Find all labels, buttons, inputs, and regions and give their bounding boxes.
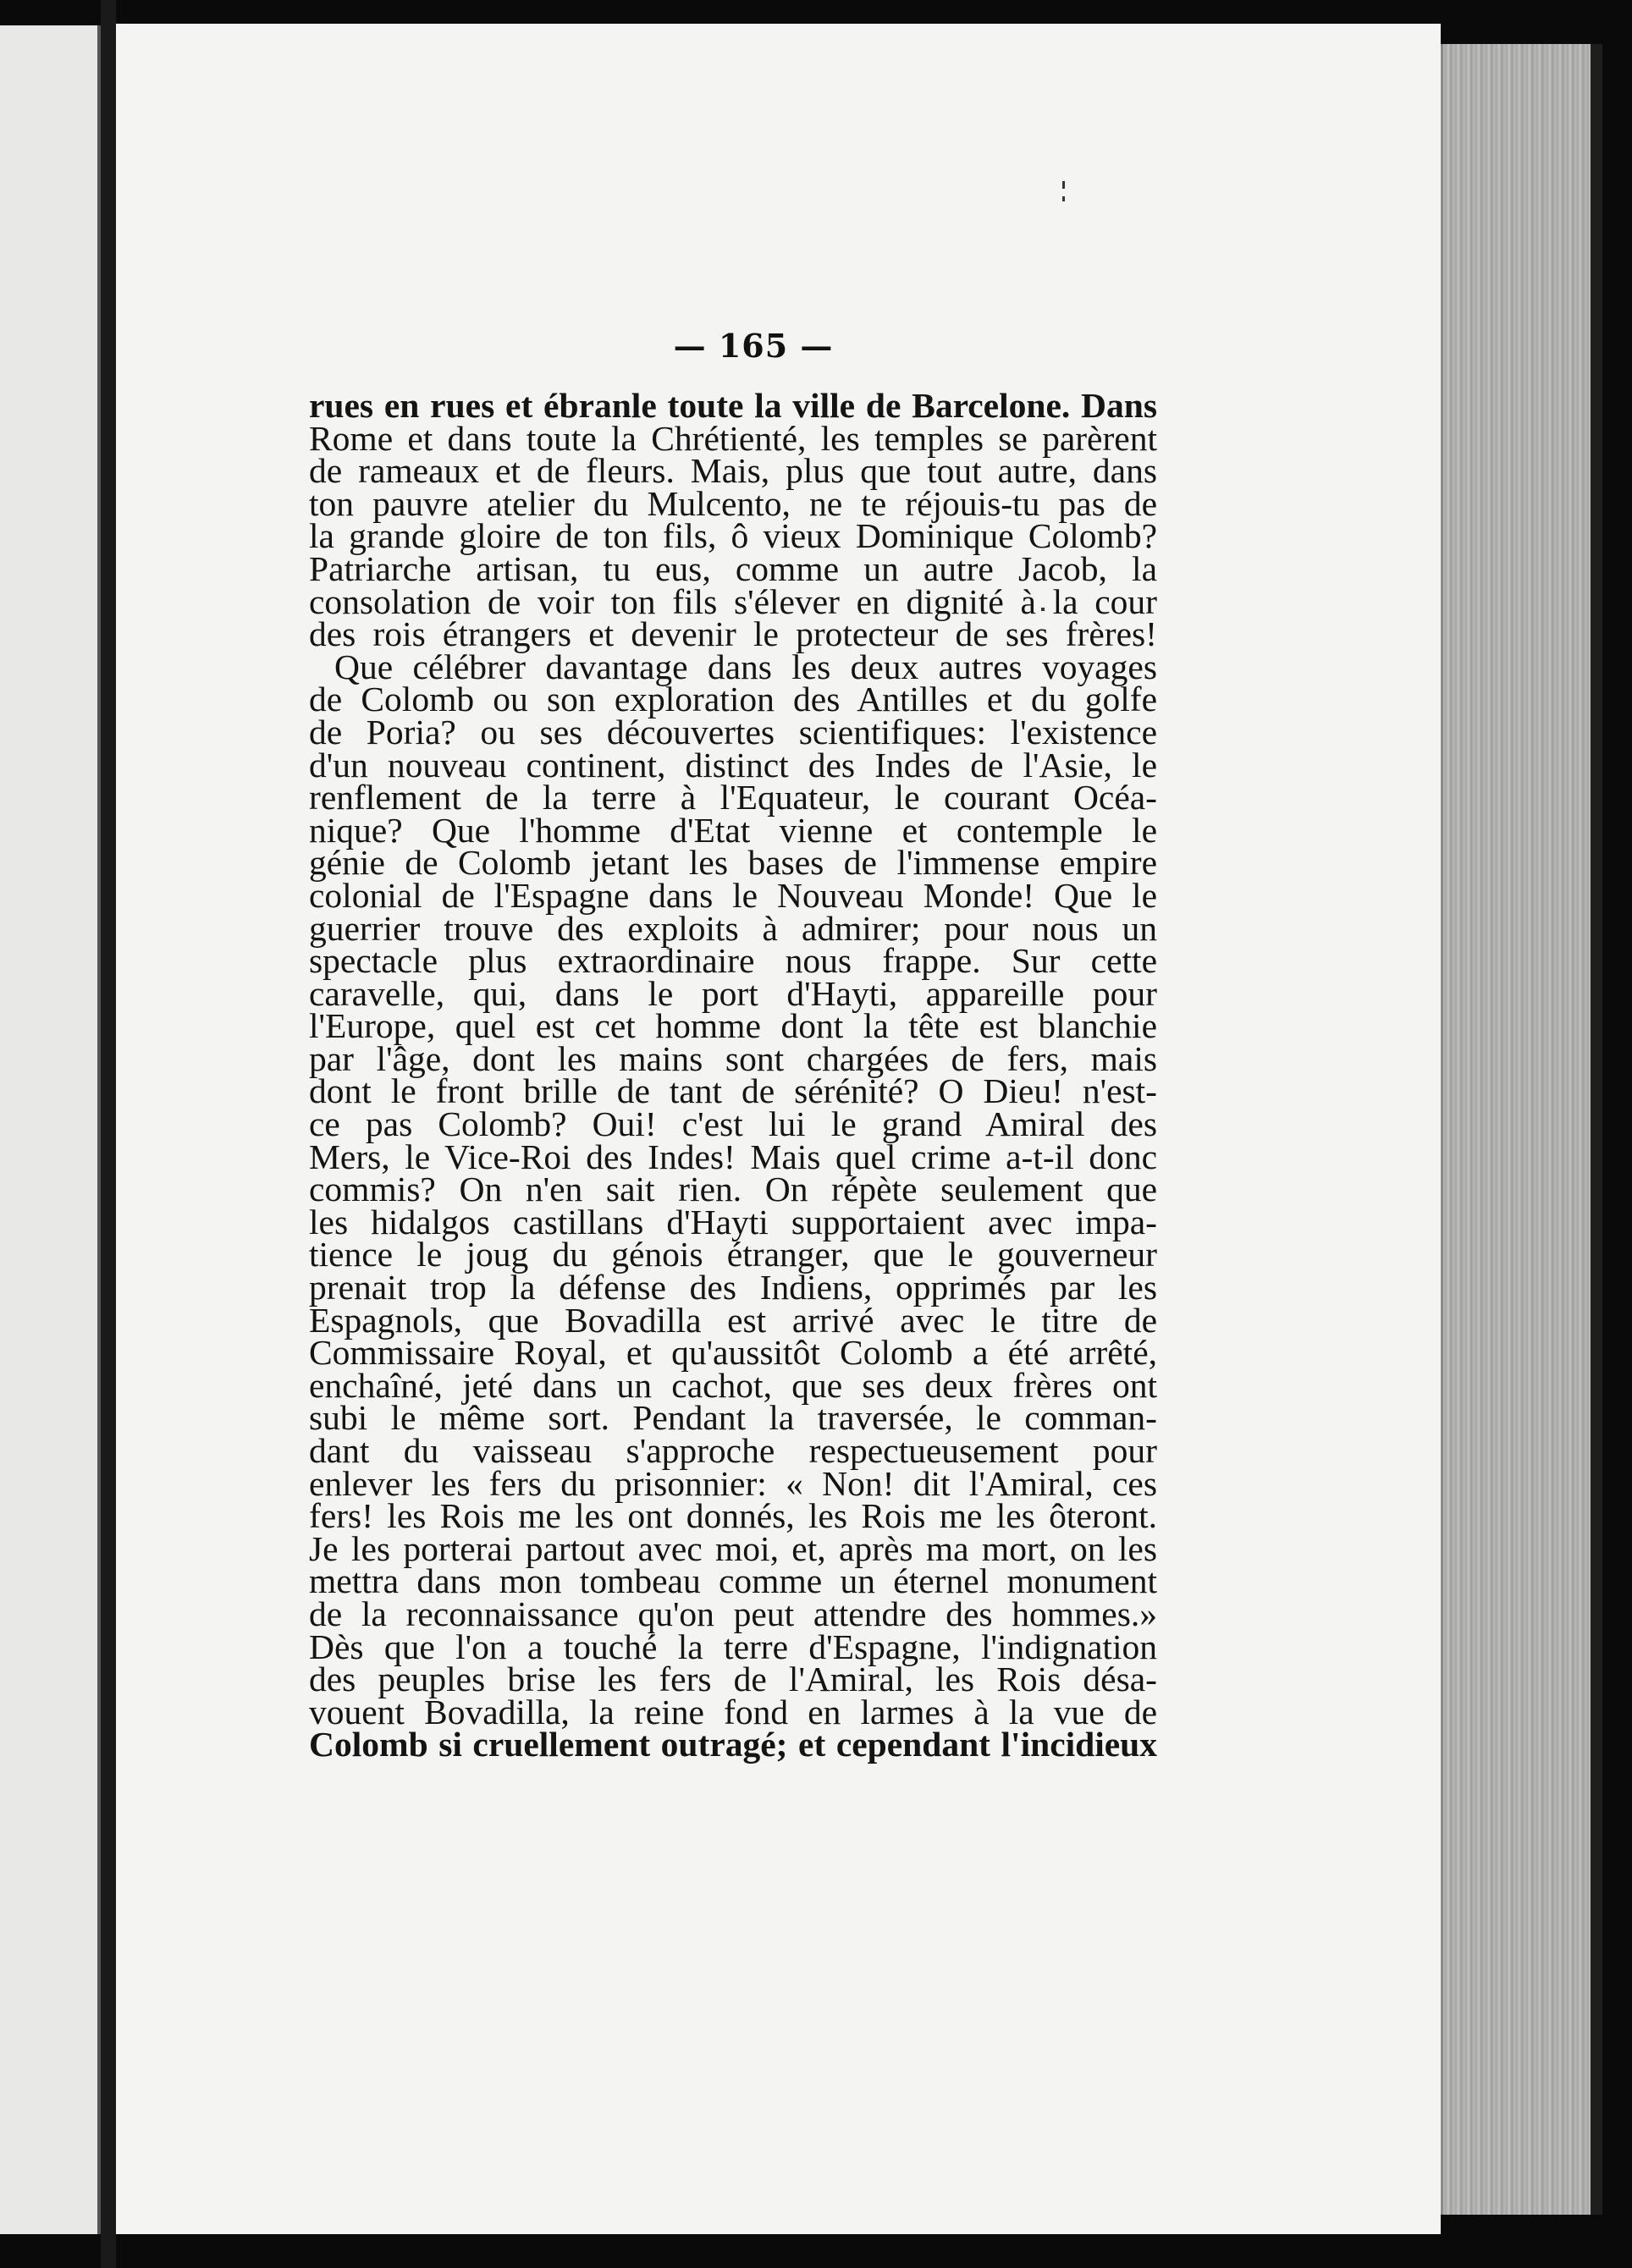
- text-line: des rois étrangers et devenir le protecteur de ses frères!: [309, 614, 1157, 654]
- text-line: les hidalgos castillans d'Hayti supportaient avec impa-: [309, 1202, 1157, 1241]
- text-line: Je les porterai partout avec moi, et, après ma mort, on les: [309, 1528, 1157, 1568]
- text-line: dont le front brille de tant de sérénité? O Dieu! n'est-: [309, 1071, 1157, 1111]
- text-line: subi le même sort. Pendant la traversée, le comman-: [309, 1398, 1157, 1438]
- text-line: Que célébrer davantage dans les deux autres voyages: [334, 647, 1157, 686]
- text-line: vouent Bovadilla, la reine fond en larmes à la vue de: [309, 1692, 1157, 1731]
- text-line: guerrier trouve des exploits à admirer; pour nous un: [309, 908, 1157, 948]
- text-line: enchaîné, jeté dans un cachot, que ses deux frères ont: [309, 1365, 1157, 1405]
- text-line: Colomb si cruellement outragé; et cependant l'incidieux: [309, 1725, 1157, 1764]
- text-line: de la reconnaissance qu'on peut attendre des hommes.»: [309, 1594, 1157, 1633]
- book-gutter: [101, 0, 116, 2268]
- ink-speck: [1062, 181, 1065, 189]
- text-line: de rameaux et de fleurs. Mais, plus que tout autre, dans: [309, 451, 1157, 491]
- page-number: — 165 —: [673, 327, 834, 365]
- text-line: colonial de l'Espagne dans le Nouveau Monde! Que le: [309, 875, 1157, 915]
- text-line: Mers, le Vice-Roi des Indes! Mais quel crime a-t-il donc: [309, 1137, 1157, 1176]
- left-page-edge: [0, 25, 101, 2234]
- text-line: nique? Que l'homme d'Etat vienne et contemple le: [309, 810, 1157, 850]
- text-line: par l'âge, dont les mains sont chargées de fers, mais: [309, 1038, 1157, 1078]
- text-line: Dès que l'on a touché la terre d'Espagne, l'indignation: [309, 1627, 1157, 1666]
- text-line: fers! les Rois me les ont donnés, les Rois me les ôteront.: [309, 1496, 1157, 1536]
- text-line: Rome et dans toute la Chrétienté, les temples se parèrent: [309, 418, 1157, 458]
- text-line: de Colomb ou son exploration des Antilles et du golfe: [309, 680, 1157, 719]
- text-line: Patriarche artisan, tu eus, comme un autre Jacob, la: [309, 548, 1157, 588]
- text-line: Commissaire Royal, et qu'aussitôt Colomb a été arrêté,: [309, 1333, 1157, 1373]
- text-line: renflement de la terre à l'Equateur, le courant Océa-: [309, 778, 1157, 817]
- text-line: ce pas Colomb? Oui! c'est lui le grand Amiral des: [309, 1104, 1157, 1144]
- text-line: ton pauvre atelier du Mulcento, ne te réjouis-tu pas de: [309, 483, 1157, 523]
- text-line: dant du vaisseau s'approche respectueusement pour: [309, 1431, 1157, 1470]
- text-line: rues en rues et ébranle toute la ville de Barcelone. Dans: [309, 386, 1157, 425]
- text-line: d'un nouveau continent, distinct des Indes de l'Asie, le: [309, 745, 1157, 784]
- text-line: de Poria? ou ses découvertes scientifiques: l'existence: [309, 712, 1157, 751]
- text-line: des peuples brise les fers de l'Amiral, les Rois désa-: [309, 1660, 1157, 1699]
- text-line: prenait trop la défense des Indiens, opprimés par les: [309, 1268, 1157, 1307]
- text-line: spectacle plus extraordinaire nous frappe. Sur cette: [309, 941, 1157, 981]
- text-line: consolation de voir ton fils s'élever en dignité à la cour: [309, 581, 1157, 621]
- text-line: mettra dans mon tombeau comme un éternel monument: [309, 1561, 1157, 1601]
- text-line: tience le joug du génois étranger, que le gouverneur: [309, 1235, 1157, 1274]
- text-line: enlever les fers du prisonnier: « Non! dit l'Amiral, ces: [309, 1463, 1157, 1503]
- text-line: la grande gloire de ton fils, ô vieux Dominique Colomb?: [309, 516, 1157, 556]
- text-line: Espagnols, que Bovadilla est arrivé avec le titre de: [309, 1300, 1157, 1340]
- ink-speck: [1062, 196, 1065, 201]
- text-line: l'Europe, quel est cet homme dont la tête est blanchie: [309, 1006, 1157, 1046]
- page-fore-edge: [1441, 44, 1602, 2215]
- text-line: génie de Colomb jetant les bases de l'immense empire: [309, 843, 1157, 883]
- text-line: caravelle, qui, dans le port d'Hayti, appareille pour: [309, 973, 1157, 1013]
- text-line: commis? On n'en sait rien. On répète seulement que: [309, 1170, 1157, 1209]
- body-text: [309, 386, 1157, 1764]
